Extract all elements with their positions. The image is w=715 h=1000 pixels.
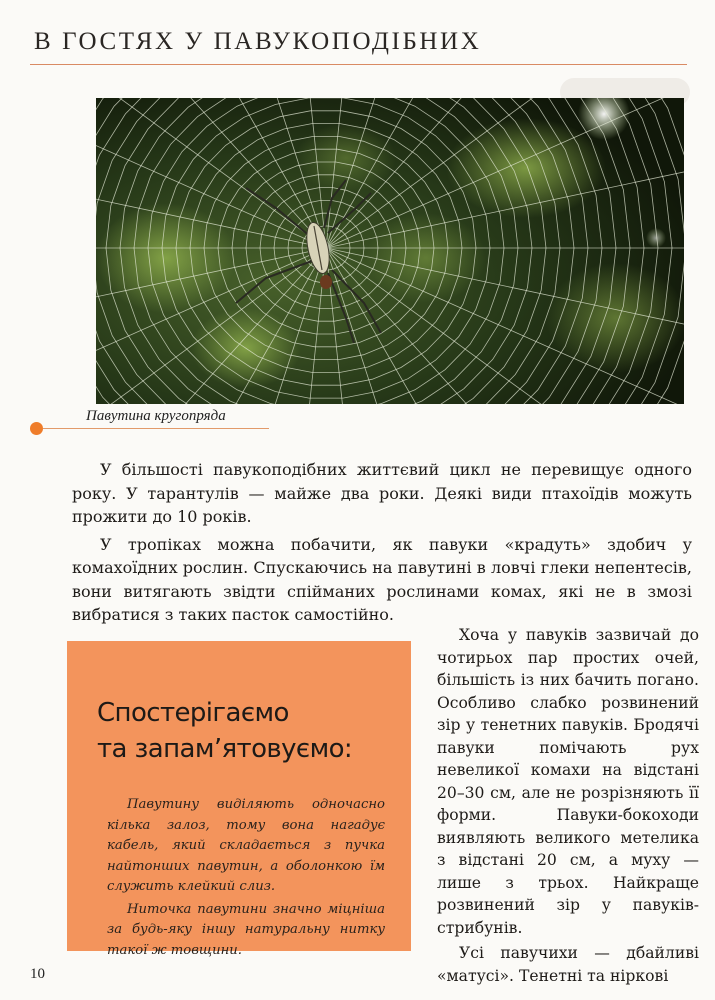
- callout-body: [107, 795, 385, 963]
- observation-callout-box: [67, 641, 411, 958]
- body-paragraph-1: У більшості павукоподібних життєвий цикл не перевищує одного року. У тарантулів — майже два роки. Деякі види птахоїдів можуть прожити до 10 років.: [72, 460, 692, 526]
- side-column-text: [437, 624, 699, 990]
- side-paragraph-2: Усі павучихи — дбайливі «матусі». Тенетні та ніркові: [437, 944, 699, 985]
- caption-underline: [43, 428, 269, 429]
- callout-title-line-1: Спостерігаємо: [97, 698, 289, 728]
- main-text: [72, 458, 692, 631]
- caption-bullet-dot: [30, 422, 43, 435]
- callout-title-line-2: та запам’ятовуємо:: [97, 734, 353, 764]
- callout-paragraph-1: Павутину виділяють одночасно кілька залоз, тому вона нагадує кабель, який складається з пучка найтонших павутин, а оболонкою їм служить клейкий слиз.: [107, 797, 385, 894]
- spider-web-photo: [96, 98, 684, 404]
- photo-caption: Павутина кругопряда: [86, 408, 226, 424]
- callout-paragraph-2: Ниточка павутини значно міцніша за будь-яку іншу натуральну нитку такої ж товщини.: [107, 901, 385, 958]
- page-number: 10: [30, 966, 45, 982]
- side-paragraph-1: Хоча у павуків зазвичай до чотирьох пар простих очей, більшість із них бачить погано. Особливо слабко розвинений зір у тенетних павуків. Бродячі павуки помічають рух невеликої комахи на відстані 20–30 см, але не розрізняють її форми. Павуки-бокоходи виявляють великого метелика з відстані 20 см, а муху — лише з трьох. Найкраще розвинений зір у павуків-стрибунів.: [437, 626, 699, 937]
- callout-title: [97, 695, 397, 767]
- section-header-title: В ГОСТЯХ У ПАВУКОПОДІБНИХ: [34, 28, 482, 55]
- spider-web-illustration: [96, 98, 684, 404]
- body-paragraph-2: У тропіках можна побачити, як павуки «крадуть» здобич у комахоїдних рослин. Спускаючись на павутині в ловчі глеки непентесів, вони витягають звідти спійманих рослинами комах, які не в змозі вибратися з таких пасток самостійно.: [72, 534, 692, 624]
- header-rule: [30, 64, 687, 65]
